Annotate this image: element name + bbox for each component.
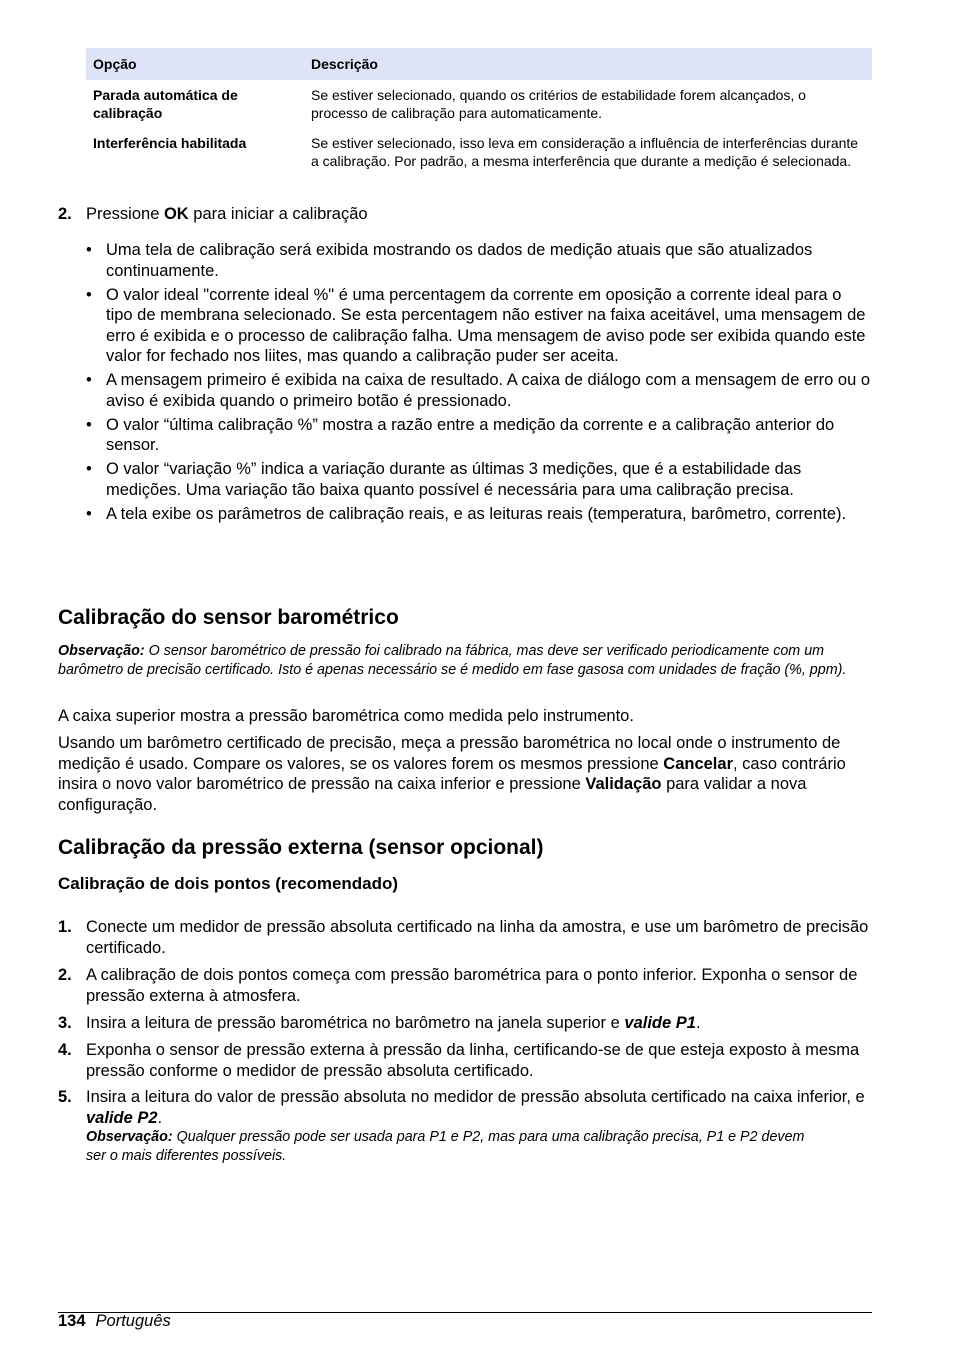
- list-item: [58, 285, 872, 367]
- step-number: 1.: [58, 918, 72, 936]
- step-text-post: para iniciar a calibração: [188, 205, 368, 223]
- calibration-bullet-list: [58, 240, 872, 528]
- list-item-text: A mensagem primeiro é exibida na caixa de resultado. A caixa de diálogo com a mensagem de erro ou o aviso é exibida quando o primeiro botão é pressionado.: [106, 371, 871, 410]
- list-item: [58, 415, 872, 456]
- column-header-description: Descrição: [304, 48, 872, 80]
- step-text-emphasis: valide P1: [624, 1014, 696, 1032]
- step-text-post: .: [695, 1014, 701, 1032]
- step-text: A calibração de dois pontos começa com pressão barométrica para o ponto inferior. Exponha o sensor de pressão externa à atmosfera.: [86, 966, 858, 1005]
- bullet-icon: •: [86, 504, 92, 523]
- step-text-emphasis: valide P2: [86, 1108, 158, 1127]
- step-text-post: .: [157, 1108, 163, 1127]
- para-text: para validar a nova configuração.: [58, 775, 807, 814]
- footer-language: Português: [95, 1312, 171, 1330]
- list-item-text: O valor ideal "corrente ideal %" é uma percentagem da corrente em oposição a corrente ideal para o tipo de membrana selecionado. Se esta percentagem não estiver na faixa aceitável, uma mensagem de erro é exibida e o processo de calibração falha. Uma mensagem de aviso pode ser exibida quando este valor for fechado nos liites, mas quando a calibração puder ser aceita.: [106, 285, 866, 365]
- step-text: [86, 204, 872, 225]
- note-text: Qualquer pressão pode ser usada para P1 e P2, mas para uma calibração precisa, P1 e P2 devem ser o mais diferentes possíveis.: [86, 1129, 805, 1164]
- footer: [58, 1312, 171, 1331]
- note-label: Observação:: [86, 1129, 173, 1145]
- subsection-title-two-point: Calibração de dois pontos (recomendado): [58, 874, 399, 893]
- bullet-icon: •: [86, 371, 92, 389]
- note-label: Observação:: [58, 643, 145, 659]
- validation-label: Validação: [585, 775, 662, 793]
- list-item-text: Uma tela de calibração será exibida mostrando os dados de medição atuais que são atualizados continuamente.: [106, 241, 813, 280]
- table-header-row: [86, 48, 872, 80]
- step-number: 2.: [58, 966, 72, 984]
- section-title-external-pressure: Calibração da pressão externa (sensor opcional): [58, 836, 544, 859]
- step-number: 3.: [58, 1014, 72, 1032]
- option-cell: Interferência habilitada: [93, 135, 247, 151]
- options-table: [86, 48, 872, 176]
- step-text-bold: OK: [163, 205, 189, 223]
- paragraph-procedure: [58, 733, 872, 815]
- cancel-label: Cancelar: [663, 754, 733, 773]
- option-cell: Parada automática de calibração: [93, 87, 238, 121]
- list-item-text: O valor “última calibração %” mostra a razão entre a medição da corrente e a calibração anterior do sensor.: [106, 415, 835, 454]
- list-item-text: A tela exibe os parâmetros de calibração reais, e as leituras reais (temperatura, barômetro, corrente).: [106, 504, 847, 523]
- step-text-pre: Insira a leitura de pressão barométrica no barômetro na janela superior e: [86, 1014, 625, 1032]
- step-text: Conecte um medidor de pressão absoluta certificado na linha da amostra, e use um barômetro de precisão certificado.: [86, 918, 869, 957]
- step-text-pre: Insira a leitura do valor de pressão absoluta no medidor de pressão absoluta certificado na caixa inferior, e: [86, 1088, 865, 1106]
- description-cell: Se estiver selecionado, quando os critérios de estabilidade forem alcançados, o processo de calibração para automaticamente.: [311, 87, 806, 121]
- step-text: [86, 1087, 872, 1128]
- step-text: [86, 1013, 872, 1034]
- section-title-barometric: Calibração do sensor barométrico: [58, 606, 399, 629]
- step-number: 5.: [58, 1088, 72, 1106]
- bullet-icon: •: [86, 460, 92, 478]
- bullet-icon: •: [86, 285, 92, 304]
- step-text-pre: Pressione: [86, 205, 164, 223]
- table-row: [86, 80, 872, 128]
- step-text: Exponha o sensor de pressão externa à pressão da linha, certificando-se de que esteja exposto à mesma pressão conforme o medidor de pressão absoluta certificado.: [86, 1041, 860, 1080]
- table-row: [86, 128, 872, 176]
- paragraph-upper-box: A caixa superior mostra a pressão barométrica como medida pelo instrumento.: [58, 707, 634, 725]
- list-item: [58, 459, 872, 500]
- page-number: 134: [58, 1312, 86, 1330]
- bullet-icon: •: [86, 415, 92, 434]
- para-text: , caso contrário insira o novo valor barométrico de pressão na caixa inferior e pressione: [58, 754, 846, 793]
- column-header-option: Opção: [86, 48, 304, 80]
- para-text: Usando um barômetro certificado de precisão, meça a pressão barométrica no local onde o instrumento de medição é usado. Compare os valores, se os valores forem os mesmos pressione: [58, 734, 841, 773]
- list-item: [58, 370, 872, 411]
- note-step-5: [86, 1128, 826, 1166]
- footer-divider: [58, 1312, 872, 1313]
- step-number: 4.: [58, 1041, 72, 1059]
- step-number: 2.: [58, 205, 72, 223]
- note-barometric: [58, 642, 858, 680]
- note-text: O sensor barométrico de pressão foi calibrado na fábrica, mas deve ser verificado periodicamente com um barômetro de precisão certificado. Isto é apenas necessário se é medido em fase gasosa com unidades de fração (%, ppm).: [58, 643, 847, 678]
- bullet-icon: •: [86, 241, 92, 259]
- description-cell: Se estiver selecionado, isso leva em consideração a influência de interferências durante a calibração. Por padrão, a mesma interferência que durante a medição é selecionada.: [311, 135, 859, 169]
- list-item: [58, 240, 872, 281]
- list-item: [58, 504, 872, 525]
- list-item-text: O valor “variação %” indica a variação durante as últimas 3 medições, que é a estabilidade das medições. Uma variação tão baixa quanto possível é necessária para uma calibração precisa.: [106, 460, 802, 499]
